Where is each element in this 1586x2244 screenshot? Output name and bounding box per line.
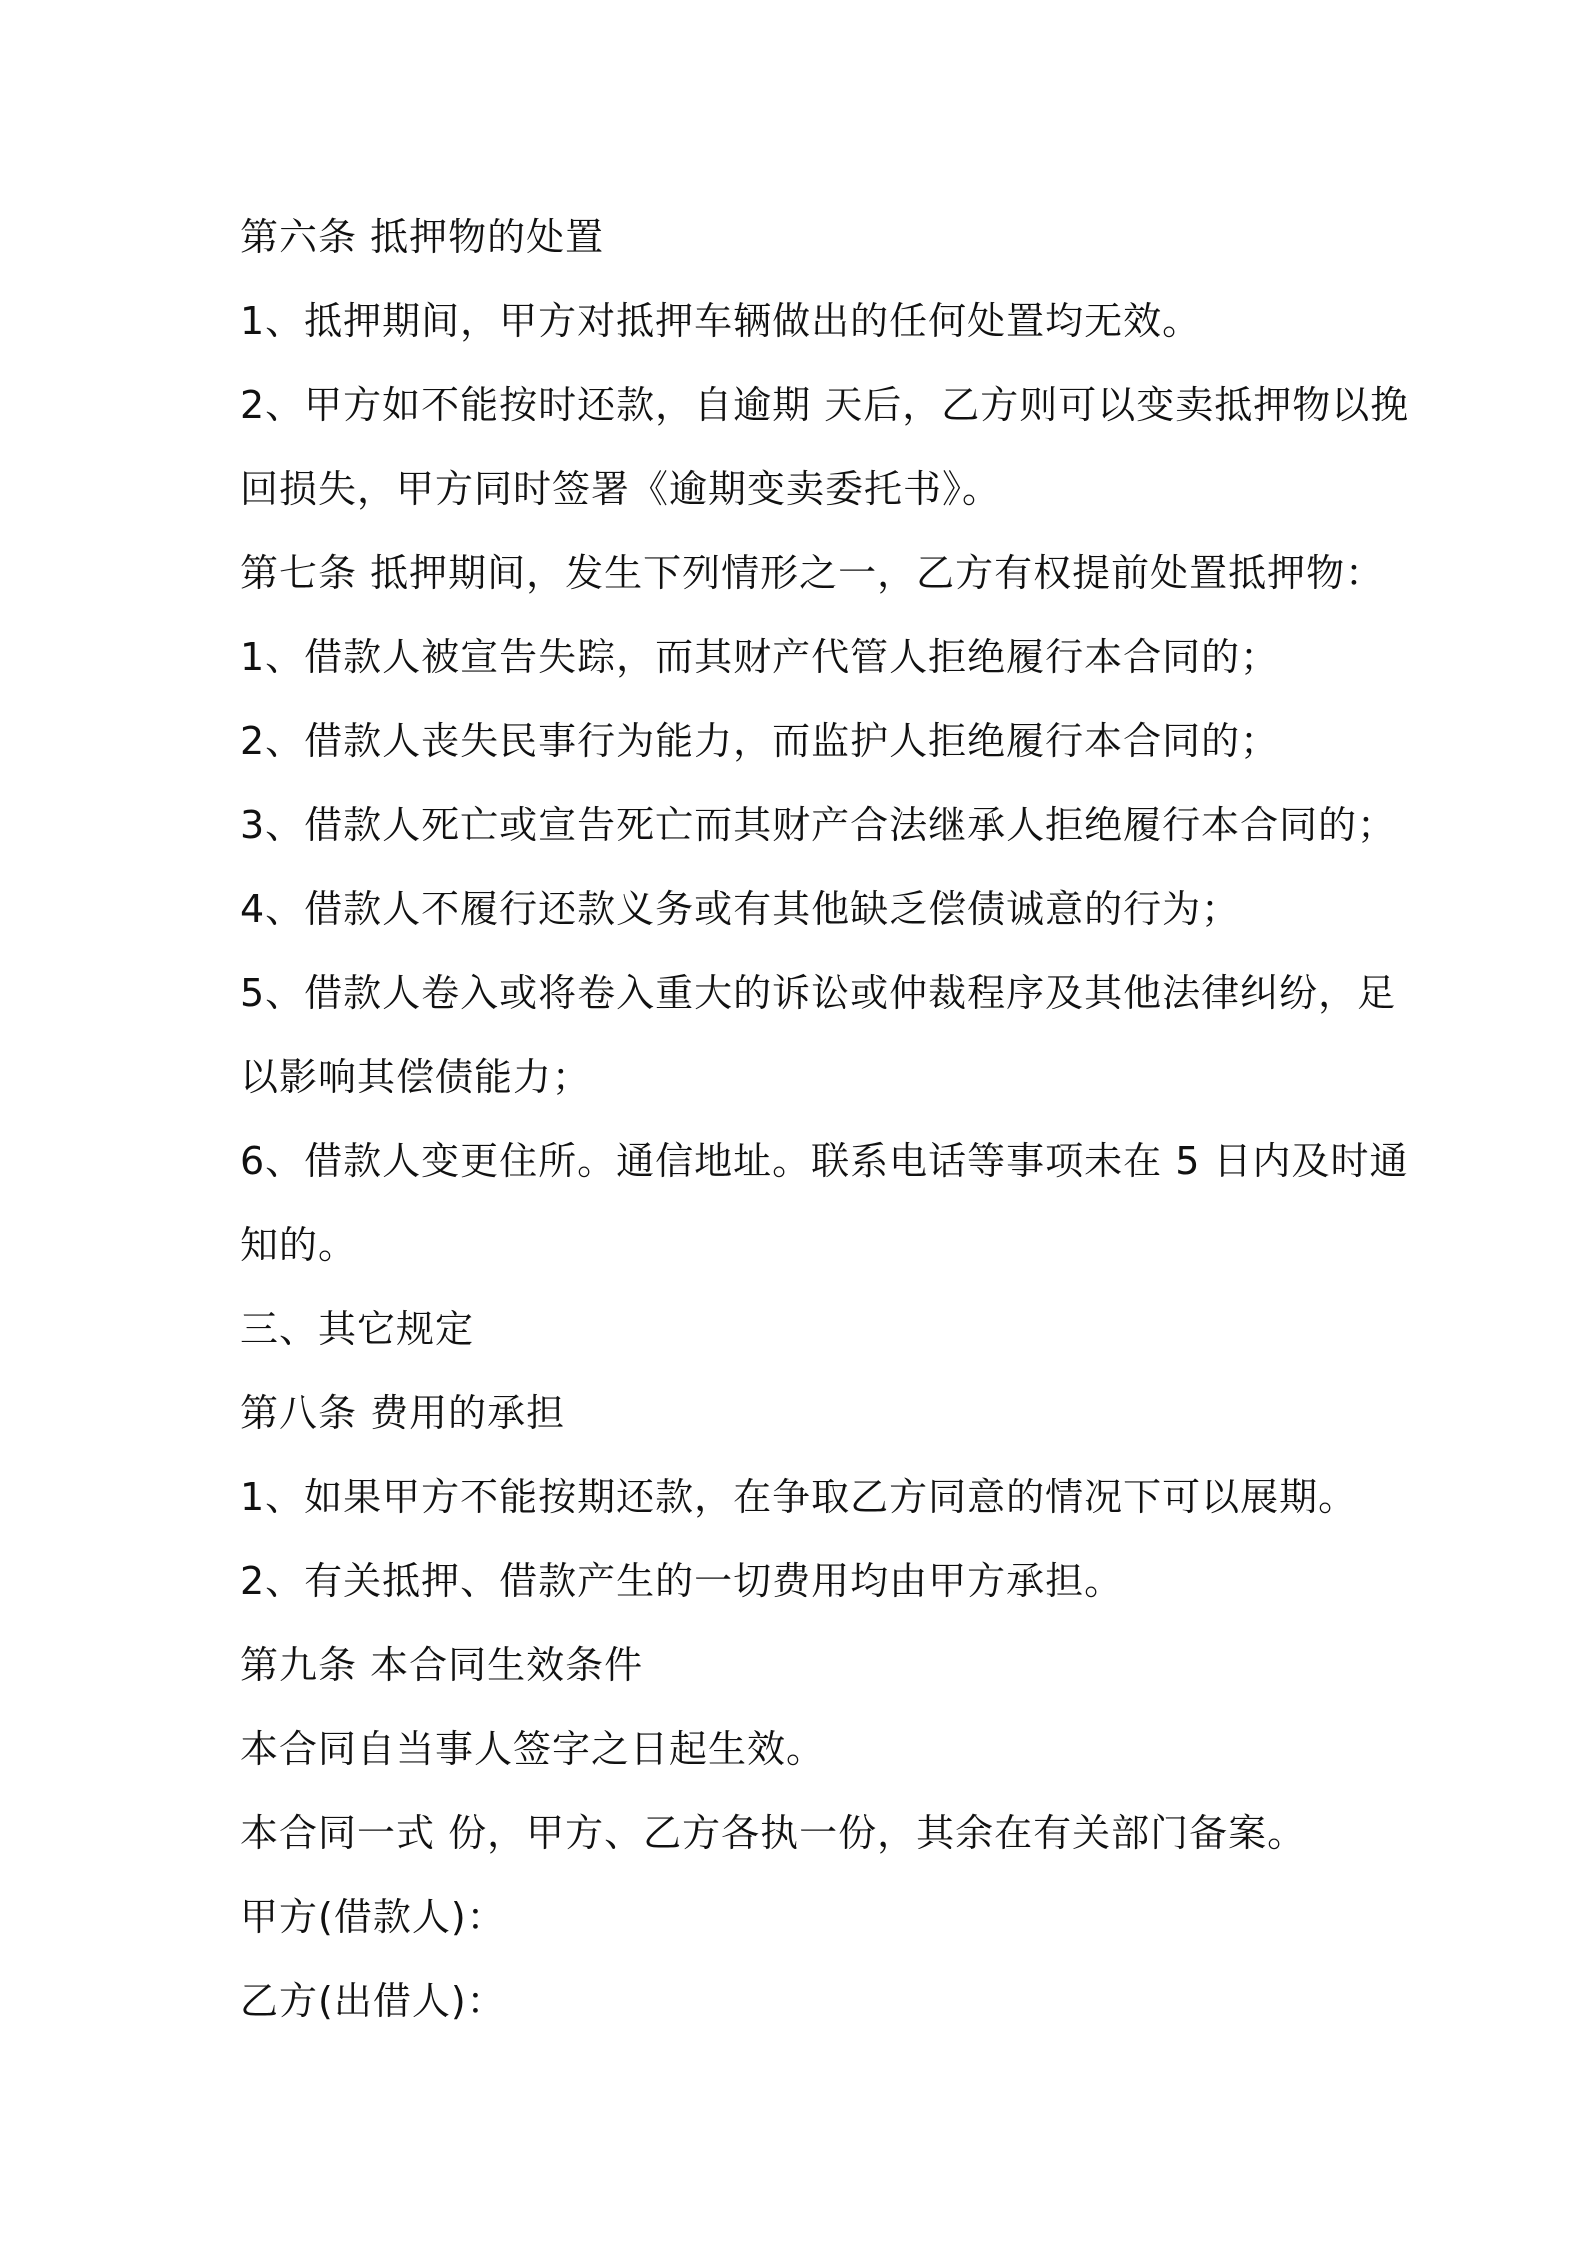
section-3-heading: 三、其它规定 [240,1307,475,1351]
article-9-effective-text: 本合同自当事人签字之日起生效。 [240,1727,826,1771]
article-7-clause-1: 1、借款人被宣告失踪，而其财产代管人拒绝履行本合同的； [240,635,1280,679]
party-a-signature-label: 甲方(借款人)： [240,1895,506,1939]
article-9-copies-text: 本合同一式 份，甲方、乙方各执一份，其余在有关部门备案。 [240,1811,1307,1855]
article-8-clause-1: 1、如果甲方不能按期还款，在争取乙方同意的情况下可以展期。 [240,1475,1358,1519]
article-7-heading: 第七条 抵押期间，发生下列情形之一，乙方有权提前处置抵押物： [240,551,1385,595]
article-7-clause-2: 2、借款人丧失民事行为能力，而监护人拒绝履行本合同的； [240,719,1280,763]
article-7-clause-3: 3、借款人死亡或宣告死亡而其财产合法继承人拒绝履行本合同的； [240,803,1397,847]
article-6-clause-1: 1、抵押期间，甲方对抵押车辆做出的任何处置均无效。 [240,299,1202,343]
article-6-clause-2-line-1: 2、甲方如不能按时还款，自逾期 天后，乙方则可以变卖抵押物以挽 [240,383,1410,427]
article-8-clause-2: 2、有关抵押、借款产生的一切费用均由甲方承担。 [240,1559,1124,1603]
article-7-clause-6-line-1: 6、借款人变更住所。通信地址。联系电话等事项未在 5 日内及时通 [240,1139,1409,1183]
article-9-heading: 第九条 本合同生效条件 [240,1643,644,1687]
article-8-heading: 第八条 费用的承担 [240,1391,566,1435]
document-body [240,195,1410,2043]
article-6-heading: 第六条 抵押物的处置 [240,215,605,259]
party-b-signature-label: 乙方(出借人)： [240,1979,506,2023]
article-7-clause-6-line-2: 知的。 [240,1223,358,1267]
article-7-clause-4: 4、借款人不履行还款义务或有其他缺乏偿债诚意的行为； [240,887,1241,931]
article-7-clause-5-line-1: 5、借款人卷入或将卷入重大的诉讼或仲裁程序及其他法律纠纷，足 [240,971,1397,1015]
article-6-clause-2-line-2: 回损失，甲方同时签署《逾期变卖委托书》。 [240,467,1002,511]
article-7-clause-5-line-2: 以影响其偿债能力； [240,1055,592,1099]
